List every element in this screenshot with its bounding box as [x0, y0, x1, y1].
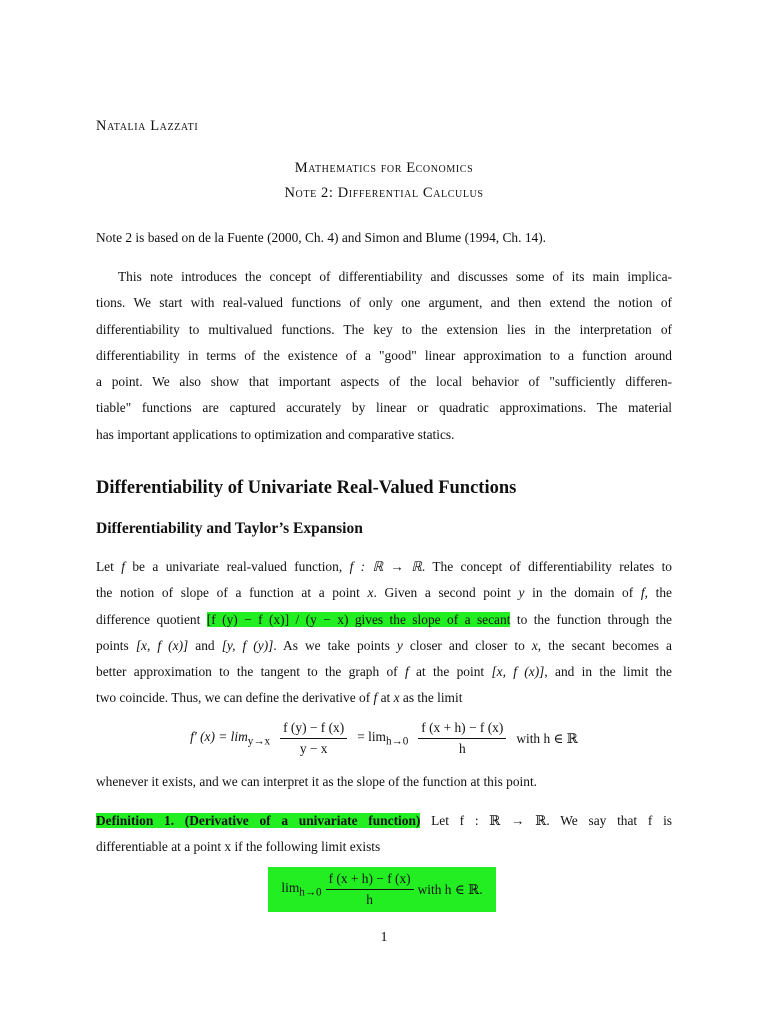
- section-heading: Differentiability of Univariate Real-Valued Functions: [96, 478, 517, 498]
- body-line: the notion of slope of a function at a point x. Given a second point y in the domain of f, the: [96, 585, 672, 601]
- definition-1: [96, 808, 672, 861]
- fraction: $\frac{f (y) - f (x)}{y - x}$: [280, 720, 347, 757]
- note-title: Note 2: Differential Calculus: [284, 185, 484, 201]
- course-title: Mathematics for Economics: [294, 160, 474, 176]
- definition-line: Definition 1. (Derivative of a univariate function) Let f : ℝ → ℝ. We say that f is: [96, 813, 672, 828]
- based-on-text: Note 2 is based on de la Fuente (2000, Ch. 4) and Simon and Blume (1994, Ch. 14).: [96, 230, 547, 245]
- intro-line: tiable" functions are captured accurately by linear or quadratic approximations. The material: [96, 400, 672, 416]
- intro-line: differentiability to multivalued functions. The key to the extension lies in the interpretation of: [96, 321, 672, 337]
- boxed-limit-equation: $\lim_{h\to 0}$ $\frac{f (x + h) - f (x)}{h}$ with h ∈ ℝ.: [268, 867, 496, 912]
- definition-label: Definition 1. (Derivative of a univariate function): [96, 813, 421, 828]
- page-number: 1: [380, 930, 388, 945]
- body-line: Let f be a univariate real-valued function, f : ℝ → ℝ. The concept of differentiability relates to: [96, 559, 672, 574]
- after-equation-text: whenever it exists, and we can interpret it as the slope of the function at this point.: [96, 774, 538, 789]
- intro-line: differentiability in terms of the existence of a "good" linear approximation to a function around: [96, 347, 672, 363]
- fraction: $\frac{f (x + h) - f (x)}{h}$: [326, 871, 414, 908]
- definition-line: differentiable at a point x if the following limit exists: [96, 839, 381, 855]
- subsection-heading: Differentiability and Taylor’s Expansion: [96, 520, 363, 537]
- derivative-equation: f′ $(x) = \lim_{y\to x}$ $\frac{f (y) - f (x)}{y - x}$ = $\lim_{h\to 0}$ $\frac{f (x + h) - f (x)}{h}$ with h ∈ ℝ: [190, 720, 578, 756]
- intro-paragraph: [96, 264, 672, 448]
- intro-line: tions. We start with real-valued functions of only one argument, and then extend the notion of: [96, 295, 672, 311]
- body-paragraph: [96, 554, 672, 712]
- intro-line: has important applications to optimization and comparative statics.: [96, 426, 455, 442]
- body-line: better approximation to the tangent to the graph of f at the point [x, f (x)], and in the limit the: [96, 664, 672, 680]
- based-on-line: [96, 225, 672, 251]
- fraction: $\frac{f (x + h) - f (x)}{h}$: [418, 720, 506, 757]
- author-name: Natalia Lazzati: [96, 118, 199, 134]
- body-line: points [x, f (x)] and [y, f (y)]. As we take points y closer and closer to x, the secant becomes a: [96, 637, 672, 653]
- intro-line: a point. We also show that important aspects of the local behavior of "sufficiently differen-: [96, 374, 672, 390]
- highlighted-text: [f (y) − f (x)] / (y − x) gives the slope of a secant: [206, 611, 511, 627]
- body-line: difference quotient [f (y) − f (x)] / (y − x) gives the slope of a secant to the function through the: [96, 611, 672, 627]
- body-line: two coincide. Thus, we can define the derivative of f at x as the limit: [96, 690, 463, 706]
- intro-line: This note introduces the concept of differentiability and discusses some of its main implica-: [118, 269, 672, 284]
